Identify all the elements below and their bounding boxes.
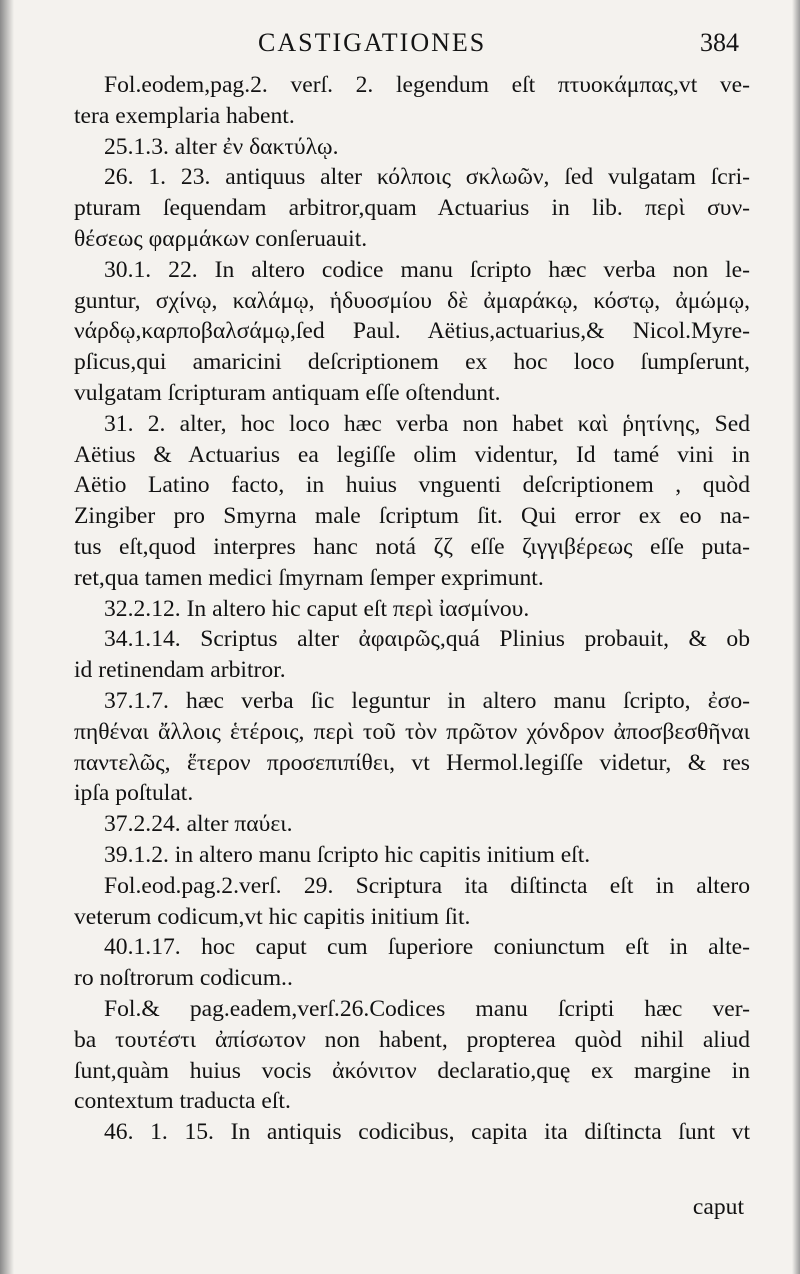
text-line: νάρδῳ,καρποβαλσάμῳ,ſed Paul. Aëtius,actuarius,& Nicol.Myre- <box>74 318 750 345</box>
body-text <box>74 70 750 1148</box>
text-line: ipſa poſtulat. <box>74 780 194 807</box>
page-edge-shadow <box>792 0 800 1274</box>
text-line: contextum traducta eſt. <box>74 1088 291 1115</box>
text-line: Fol.eod.pag.2.verſ. 29. Scriptura ita diſtincta eſt in altero <box>104 872 750 899</box>
text-line: tus eſt,quod interpres hanc notá ζζ eſſe ζιγγιβέρεως eſſe puta- <box>74 533 750 560</box>
text-line: 37.1.7. hæc verba ſic leguntur in altero manu ſcripto, ἐσο- <box>104 687 750 714</box>
text-line: pturam ſequendam arbitror,quam Actuarius in lib. περὶ συν- <box>74 195 750 222</box>
text-line: 30.1. 22. In altero codice manu ſcripto hæc verba non le- <box>104 256 750 283</box>
text-line: 40.1.17. hoc caput cum ſuperiore coniunctum eſt in alte- <box>104 934 750 961</box>
text-line: tera exemplaria habent. <box>74 102 295 129</box>
text-line: vulgatam ſcripturam antiquam eſſe oſtendunt. <box>74 379 501 406</box>
catchword: caput <box>692 1194 744 1220</box>
text-line: veterum codicum,vt hic capitis initium ſit. <box>74 903 471 930</box>
text-line: 32.2.12. In altero hic caput eſt περὶ ἰασμίνου. <box>104 595 530 622</box>
running-head <box>0 22 800 62</box>
text-line: ba τουτέστι ἀπίσωτον non habent, propterea quòd nihil aliud <box>74 1026 750 1053</box>
page-number: 384 <box>700 28 739 57</box>
text-line: πηθέναι ἄλλοις ἑτέροις, περὶ τοῦ τὸν πρῶτον χόνδρον ἀποσβεσθῆναι <box>74 718 750 745</box>
text-line: 31. 2. alter, hoc loco hæc verba non habet καὶ ῥητίνης, Sed <box>104 410 750 437</box>
text-line: 34.1.14. Scriptus alter ἀφαιρῶς,quá Plinius probauit, & ob <box>104 626 750 653</box>
text-line: Aëtius & Actuarius ea legiſſe olim videntur, Id tamé vini in <box>74 441 750 468</box>
text-line: pſicus,qui amaricini deſcriptionem ex hoc loco ſumpſerunt, <box>74 349 750 376</box>
text-line: Fol.eodem,pag.2. verſ. 2. legendum eſt πτυοκάμπας,vt ve- <box>104 72 750 98</box>
text-line: guntur, σχίνῳ, καλάμῳ, ἡδυοσμίου δὲ ἀμαράκῳ, κόστῳ, ἀμώμῳ, <box>74 287 750 314</box>
text-line: 37.2.24. alter παύει. <box>104 811 293 838</box>
text-line: παντελῶς, ἕτερον προσεπιπίθει, vt Hermol.legiſſe videtur, & res <box>74 749 750 776</box>
text-line: Fol.& pag.eadem,verſ.26.Codices manu ſcripti hæc ver- <box>104 995 750 1022</box>
page-gutter-shadow <box>0 0 14 1274</box>
text-line: id retinendam arbitror. <box>74 657 286 684</box>
running-head-title: CASTIGATIONES <box>258 28 487 57</box>
text-line: ret,qua tamen medici ſmyrnam ſemper exprimunt. <box>74 564 544 591</box>
text-line: 39.1.2. in altero manu ſcripto hic capitis initium eſt. <box>104 841 591 868</box>
text-line: ſunt,quàm huius vocis ἀκόνιτον declaratio,quę ex margine in <box>74 1057 750 1084</box>
text-line: 25.1.3. alter ἐν δακτύλῳ. <box>104 133 339 160</box>
text-line: Aëtio Latino facto, in huius vnguenti deſcriptionem , quòd <box>74 472 750 499</box>
text-line: ro noſtrorum codicum.. <box>74 965 293 992</box>
text-line: θέσεως φαρμάκων conſeruauit. <box>74 225 368 252</box>
text-line: 26. 1. 23. antiquus alter κόλποις σκλωῶν, ſed vulgatam ſcri- <box>104 164 750 191</box>
text-line: 46. 1. 15. In antiquis codicibus, capita ita diſtincta ſunt vt <box>104 1119 750 1146</box>
text-line: Zingiber pro Smyrna male ſcriptum ſit. Qui error ex eo na- <box>74 503 750 530</box>
